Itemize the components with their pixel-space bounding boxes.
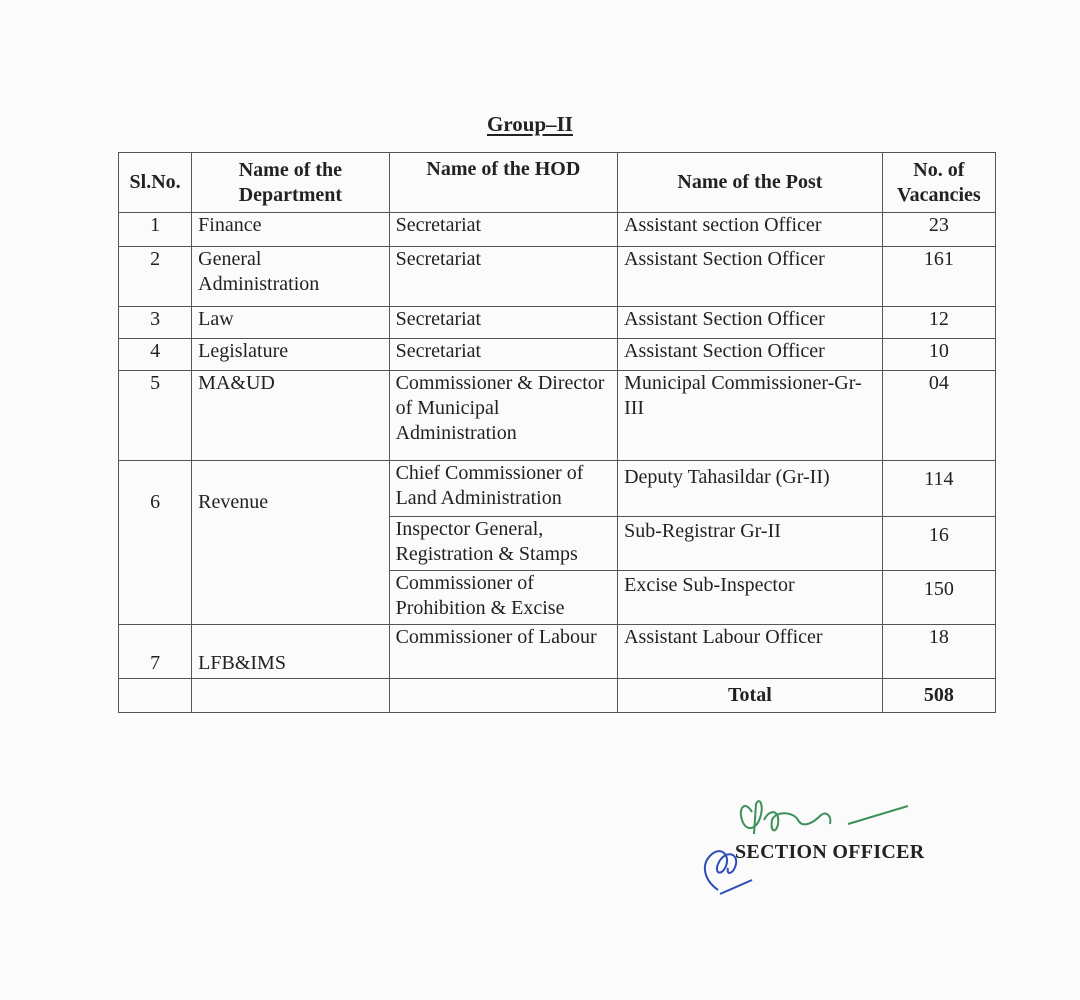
cell-post: Assistant Section Officer [618, 247, 883, 307]
cell-vacancies: 12 [882, 307, 995, 339]
cell-empty [192, 679, 389, 713]
cell-vacancies: 161 [882, 247, 995, 307]
cell-department: Revenue [192, 461, 389, 625]
cell-department: LFB&IMS [192, 625, 389, 679]
cell-sl: 1 [119, 213, 192, 247]
cell-vacancies: 18 [882, 625, 995, 679]
cell-hod: Secretariat [389, 247, 618, 307]
table-row [119, 461, 996, 517]
cell-vacancies: 150 [882, 571, 995, 625]
header-hod: Name of the HOD [389, 153, 618, 213]
cell-empty [389, 679, 618, 713]
table-row [119, 307, 996, 339]
table-row [119, 339, 996, 371]
header-post: Name of the Post [618, 153, 883, 213]
cell-hod: Secretariat [389, 213, 618, 247]
cell-hod: Inspector General, Registration & Stamps [389, 517, 618, 571]
cell-sl: 7 [119, 625, 192, 679]
total-row [119, 679, 996, 713]
table-row [119, 213, 996, 247]
cell-post: Assistant Labour Officer [618, 625, 883, 679]
total-value: 508 [882, 679, 995, 713]
cell-vacancies: 23 [882, 213, 995, 247]
cell-post: Assistant Section Officer [618, 339, 883, 371]
signature-designation: SECTION OFFICER [735, 841, 925, 863]
cell-post: Sub-Registrar Gr-II [618, 517, 883, 571]
cell-sl: 4 [119, 339, 192, 371]
cell-department: Finance [192, 213, 389, 247]
cell-hod: Secretariat [389, 339, 618, 371]
cell-hod: Commissioner of Prohibition & Excise [389, 571, 618, 625]
cell-hod: Commissioner of Labour [389, 625, 618, 679]
cell-post: Deputy Tahasildar (Gr-II) [618, 461, 883, 517]
header-vacancies: No. of Vacancies [882, 153, 995, 213]
header-sl-no: Sl.No. [119, 153, 192, 213]
cell-post: Excise Sub-Inspector [618, 571, 883, 625]
cell-empty [119, 679, 192, 713]
total-label: Total [618, 679, 883, 713]
cell-post: Assistant Section Officer [618, 307, 883, 339]
cell-department: General Administration [192, 247, 389, 307]
cell-sl: 5 [119, 371, 192, 461]
vacancy-table [118, 152, 996, 713]
table-header-row [119, 153, 996, 213]
cell-vacancies: 10 [882, 339, 995, 371]
header-department: Name of the Department [192, 153, 389, 213]
cell-department: Law [192, 307, 389, 339]
cell-sl: 6 [119, 461, 192, 625]
cell-sl: 3 [119, 307, 192, 339]
table-row [119, 625, 996, 679]
cell-vacancies: 04 [882, 371, 995, 461]
table-row [119, 247, 996, 307]
document-title: Group–II [487, 112, 573, 136]
cell-hod: Chief Commissioner of Land Administration [389, 461, 618, 517]
cell-hod: Commissioner & Director of Municipal Administration [389, 371, 618, 461]
cell-hod: Secretariat [389, 307, 618, 339]
cell-vacancies: 114 [882, 461, 995, 517]
cell-post: Assistant section Officer [618, 213, 883, 247]
cell-post: Municipal Commissioner-Gr-III [618, 371, 883, 461]
cell-vacancies: 16 [882, 517, 995, 571]
cell-department: Legislature [192, 339, 389, 371]
cell-department: MA&UD [192, 371, 389, 461]
cell-sl: 2 [119, 247, 192, 307]
table-row [119, 371, 996, 461]
